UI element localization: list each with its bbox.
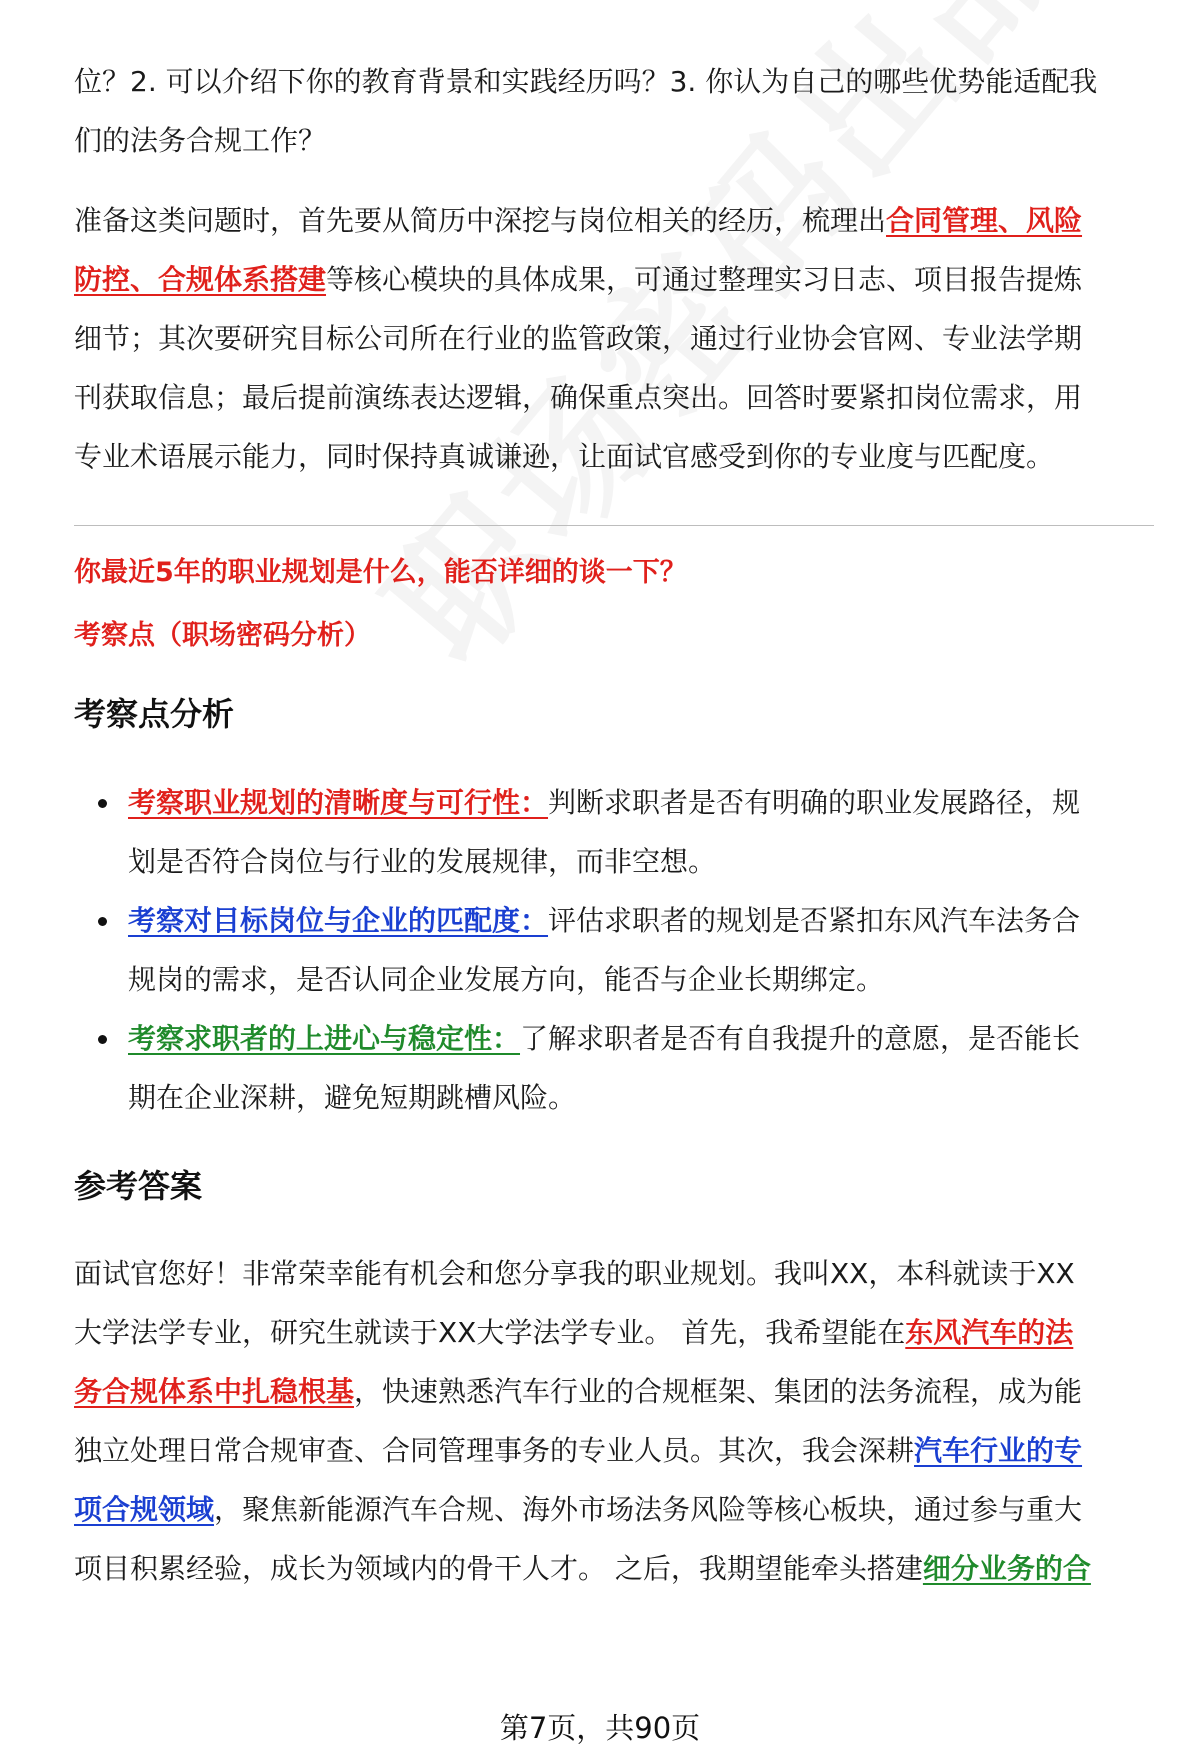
analysis-item: 考察职业规划的清晰度与可行性：判断求职者是否有明确的职业发展路径，规 划是否符合岗位与行业的发展规律，而非空想。 [74,773,1154,891]
document-page [74,52,1154,1598]
question-subtitle: 考察点（职场密码分析） [74,620,371,651]
analysis-item: 考察对目标岗位与企业的匹配度：评估求职者的规划是否紧扣东风汽车法务合 规岗的需求，是否认同企业发展方向，能否与企业长期绑定。 [74,891,1154,1009]
analysis-item: 考察求职者的上进心与稳定性：了解求职者是否有自我提升的意愿，是否能长 期在企业深耕，避免短期跳槽风险。 [74,1009,1154,1127]
analysis-list [74,773,1154,1127]
intro-line-1: 位？2. 可以介绍下你的教育背景和实践经历吗？3. 你认为自己的哪些优势能适配我 [74,65,1098,98]
answer-paragraph: 面试官您好！非常荣幸能有机会和您分享我的职业规划。我叫XX，本科就读于XX 大学法学专业，研究生就读于XX大学法学专业。 首先，我希望能在东风汽车的法 务合规体系中扎稳根基，快速熟悉汽车行业的合规框架、集团的法务流程，成为能 独立处理日常合规审查、合同管理事务的专业人员。其次，我会深耕汽车行业的专 项合规领域，聚焦新能源汽车合规、海外市场法务风险等核心板块，通过参与重大 项目积累经验，成长为领域内的骨干人才。 之后，我期望能牵头搭建细分业务的合 [74,1257,1091,1585]
analysis-heading: 考察点分析 [74,695,235,733]
page-number: 第7页，共90页 [499,1711,701,1745]
intro-questions [74,52,1154,170]
question-title: 你最近5年的职业规划是什么，能否详细的谈一下？ [74,557,687,588]
prep-paragraph: 准备这类问题时，首先要从简历中深挖与岗位相关的经历，梳理出合同管理、风险 防控、合规体系搭建等核心模块的具体成果，可通过整理实习日志、项目报告提炼 细节；其次要研究目标公司所在行业的监管政策，通过行业协会官网、专业法学期 刊获取信息；最后提前演练表达逻辑，确保重点突出。回答时要紧扣岗位需求，用 专业术语展示能力，同时保持真诚谦逊，让面试官感受到你的专业度与匹配度。 [74,204,1083,473]
intro-line-2: 们的法务合规工作？ [74,124,327,157]
highlight-prep: 合同管理、风险 [886,204,1083,237]
answer-heading: 参考答案 [74,1167,203,1205]
divider [74,525,1154,526]
